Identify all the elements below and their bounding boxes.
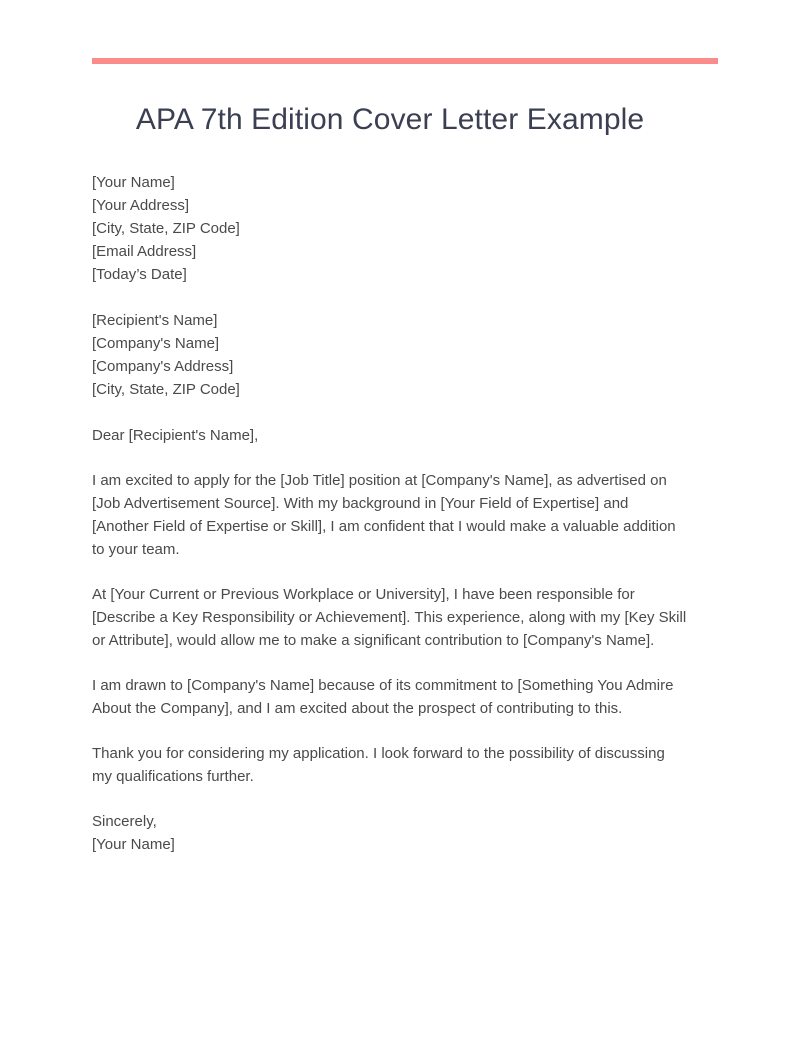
body-paragraph-4: Thank you for considering my application. I look forward to the possibility of discussing my qualifications further. bbox=[92, 745, 665, 785]
signature-name-line: [Your Name] bbox=[92, 836, 175, 853]
body-paragraph-3: I am drawn to [Company's Name] because of its commitment to [Something You Admire About the Company], and I am excited about the prospect of contributing to this. bbox=[92, 677, 674, 717]
cover-letter-body bbox=[92, 171, 688, 856]
sender-email-line: [Email Address] bbox=[92, 243, 197, 260]
document-content-column bbox=[92, 0, 718, 856]
sender-name-line: [Your Name] bbox=[92, 174, 175, 191]
recipient-company-line: [Company's Name] bbox=[92, 335, 220, 352]
sender-address-line: [Your Address] bbox=[92, 197, 190, 214]
closing-block bbox=[92, 810, 688, 856]
recipient-name-line: [Recipient's Name] bbox=[92, 312, 218, 329]
sender-address-block bbox=[92, 171, 688, 286]
closing-salutation-line: Sincerely, bbox=[92, 813, 157, 830]
body-paragraph-1: I am excited to apply for the [Job Title] position at [Company's Name], as advertised on [Job Advertisement Source]. With my background in [Your Field of Expertise] and [Another Field of Expertise or Skill], I am confident that I would make a valuable addition to your team. bbox=[92, 472, 676, 558]
recipient-company-address-line: [Company's Address] bbox=[92, 358, 234, 375]
salutation: Dear [Recipient's Name], bbox=[92, 427, 259, 444]
sender-date-line: [Today’s Date] bbox=[92, 266, 187, 283]
page-title: APA 7th Edition Cover Letter Example bbox=[135, 103, 645, 136]
sender-city-state-zip-line: [City, State, ZIP Code] bbox=[92, 220, 240, 237]
recipient-address-block bbox=[92, 309, 688, 401]
recipient-city-state-zip-line: [City, State, ZIP Code] bbox=[92, 381, 240, 398]
body-paragraph-2: At [Your Current or Previous Workplace or University], I have been responsible for [Describe a Key Responsibility or Achievement]. This experience, along with my [Key Skill or Attribute], would allow me to make a significant contribution to [Company's Name]. bbox=[92, 586, 687, 649]
header-accent-bar bbox=[92, 58, 718, 64]
